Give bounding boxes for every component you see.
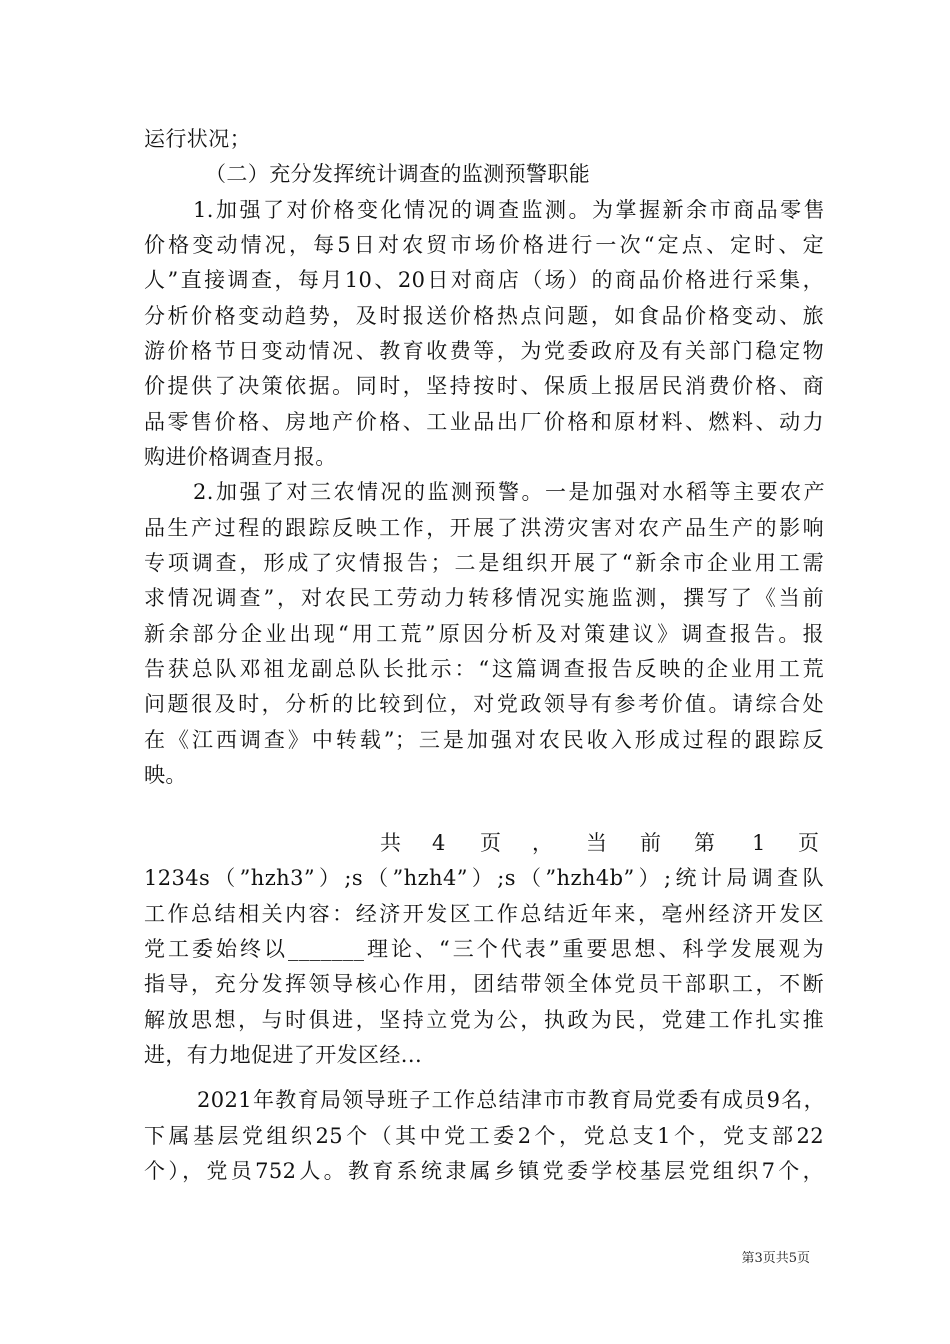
related-text-line: 党工委始终以_______理论、“三个代表”重要思想、科学发展观为: [144, 937, 824, 961]
page-counter-char: 第: [694, 831, 715, 855]
page-counter-char: 页: [798, 831, 819, 855]
text-line: 新余部分企业出现“用工荒”原因分析及对策建议》调查报告。报: [144, 622, 824, 646]
text-line: 专项调查，形成了灾情报告；二是组织开展了“新余市企业用工需: [144, 551, 824, 575]
text-line: 求情况调查”，对农民工劳动力转移情况实施监测，撰写了《当前: [144, 586, 824, 610]
text-line: 1.加强了对价格变化情况的调查监测。为掌握新余市商品零售: [193, 198, 825, 222]
page-counter-char: 共: [380, 831, 401, 855]
page-counter-char: 页: [480, 831, 501, 855]
section-heading: （二）充分发挥统计调查的监测预警职能: [205, 162, 591, 186]
second-article-line: 下属基层党组织25个（其中党工委2个，党总支1个，党支部22: [144, 1124, 824, 1148]
page-counter-char: 4: [432, 831, 446, 855]
text-line: 价提供了决策依据。同时，坚持按时、保质上报居民消费价格、商: [144, 374, 824, 398]
second-article-line: 个），党员752人。教育系统隶属乡镇党委学校基层党组织7个，: [144, 1159, 824, 1183]
text-line: 在《江西调查》中转载”；三是加强对农民收入形成过程的跟踪反: [144, 728, 824, 752]
text-line: 品生产过程的跟踪反映工作，开展了洪涝灾害对农产品生产的影响: [144, 516, 824, 540]
page-counter-char: ，: [532, 831, 553, 855]
related-text-line: 指导，充分发挥领导核心作用，团结带领全体党员干部职工，不断: [144, 972, 824, 996]
related-text-line: 1234s（”hzh3”）;s（”hzh4”）;s（”hzh4b”）;统计局调查队: [144, 866, 824, 890]
page-counter: [144, 828, 824, 858]
text-line: 购进价格调查月报。: [144, 445, 337, 469]
text-line: 人”直接调查，每月10、20日对商店（场）的商品价格进行采集，: [144, 268, 824, 292]
related-text-line: 工作总结相关内容：经济开发区工作总结近年来，亳州经济开发区: [144, 902, 824, 926]
text-line: 价格变动情况，每5日对农贸市场价格进行一次“定点、定时、定: [144, 233, 824, 257]
page-counter-char: 1: [752, 831, 766, 855]
related-text-line: 进，有力地促进了开发区经...: [144, 1043, 423, 1067]
page-footer-label: 第3页共5页: [741, 1251, 810, 1266]
text-line: 映。: [144, 763, 187, 787]
text-line: 2.加强了对三农情况的监测预警。一是加强对水稻等主要农产: [193, 480, 825, 504]
related-text-line: 解放思想，与时俱进，坚持立党为公，执政为民，党建工作扎实推: [144, 1008, 824, 1032]
page-counter-char: 当: [586, 831, 607, 855]
text-line: 游价格节日变动情况、教育收费等，为党委政府及有关部门稳定物: [144, 339, 824, 363]
second-article-line: 2021年教育局领导班子工作总结津市市教育局党委有成员9名，: [197, 1088, 825, 1112]
text-line: 问题很及时，分析的比较到位，对党政领导有参考价值。请综合处: [144, 692, 824, 716]
text-line: 品零售价格、房地产价格、工业品出厂价格和原材料、燃料、动力: [144, 410, 824, 434]
text-line: 运行状况；: [144, 127, 251, 151]
text-line: 分析价格变动趋势，及时报送价格热点问题，如食品价格变动、旅: [144, 304, 824, 328]
text-line: 告获总队邓祖龙副总队长批示：“这篇调查报告反映的企业用工荒: [144, 657, 824, 681]
page-counter-char: 前: [640, 831, 661, 855]
